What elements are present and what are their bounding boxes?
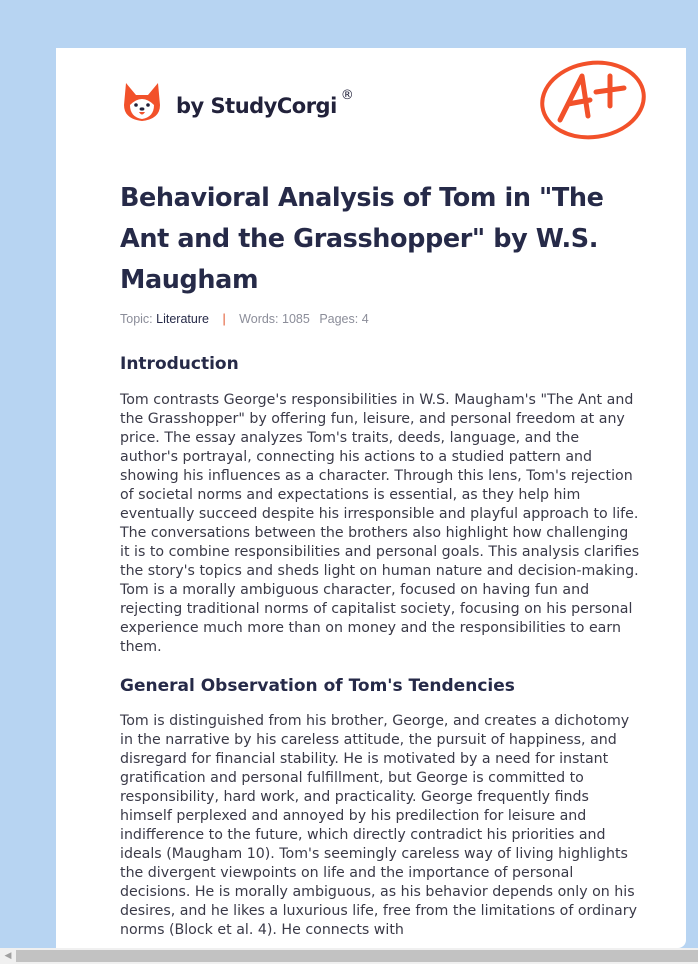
section-paragraph: Tom contrasts George's responsibilities in W.S. Maugham's "The Ant and the Grasshopper" by offering fun, leisure, and personal freedom at any price. The essay analyzes Tom's traits, deeds, language, and the author's portrayal, connecting his actions to a studied pattern and showing his influences as a character. Through this lens, Tom's rejection of societal norms and expectations is essential, as they help him eventually succeed despite his irresponsible and playful approach to life. The conversations between the brothers also highlight how challenging it is to combine responsibilities and personal goals. This analysis clarifies the story's topics and sheds light on human nature and decision-making. Tom is a morally ambiguous character, focused on having fun and rejecting traditional norms of capitalist society, focusing on his personal experience much more than on money and the responsibilities to earn them. (120, 392, 640, 655)
a-plus-grade-icon (538, 58, 648, 140)
article-title: Behavioral Analysis of Tom in "The Ant and the Grasshopper" by W.S. Maugham (120, 183, 604, 295)
logo-text: by StudyCorgi ® (176, 88, 354, 118)
topic-label: Topic: (120, 312, 153, 326)
section-heading: General Observation of Tom's Tendencies (120, 676, 515, 696)
article-meta (120, 312, 369, 326)
horizontal-scrollbar[interactable] (0, 948, 698, 964)
section-heading: Introduction (120, 354, 239, 374)
page-count: Pages: 4 (319, 312, 369, 326)
word-count: Words: 1085 (239, 312, 310, 326)
document-page (56, 48, 686, 948)
section-paragraph: Tom is distinguished from his brother, George, and creates a dichotomy in the narrative by his careless attitude, the pursuit of happiness, and disregard for financial stability. He is motivated by a need for instant gratification and personal fulfillment, but George is committed to responsibility, hard work, and practicality. George frequently finds himself perplexed and annoyed by his predilection for leisure and indifference to the future, which directly contradict his priorities and ideals (Maugham 10). Tom's seemingly careless way of living highlights the divergent viewpoints on life and the importance of personal decisions. He is morally ambiguous, as his behavior depends only on his desires, and he likes a luxurious life, free from the limitations of ordinary norms (Block et al. 4). He connects with (120, 713, 637, 938)
scrollbar-thumb[interactable] (16, 950, 698, 962)
studycorgi-logo[interactable] (122, 76, 353, 126)
topic-link[interactable]: Literature (156, 312, 209, 326)
meta-separator: | (222, 312, 226, 326)
corgi-icon (122, 79, 162, 123)
scroll-left-arrow-icon[interactable]: ◀ (4, 951, 12, 961)
